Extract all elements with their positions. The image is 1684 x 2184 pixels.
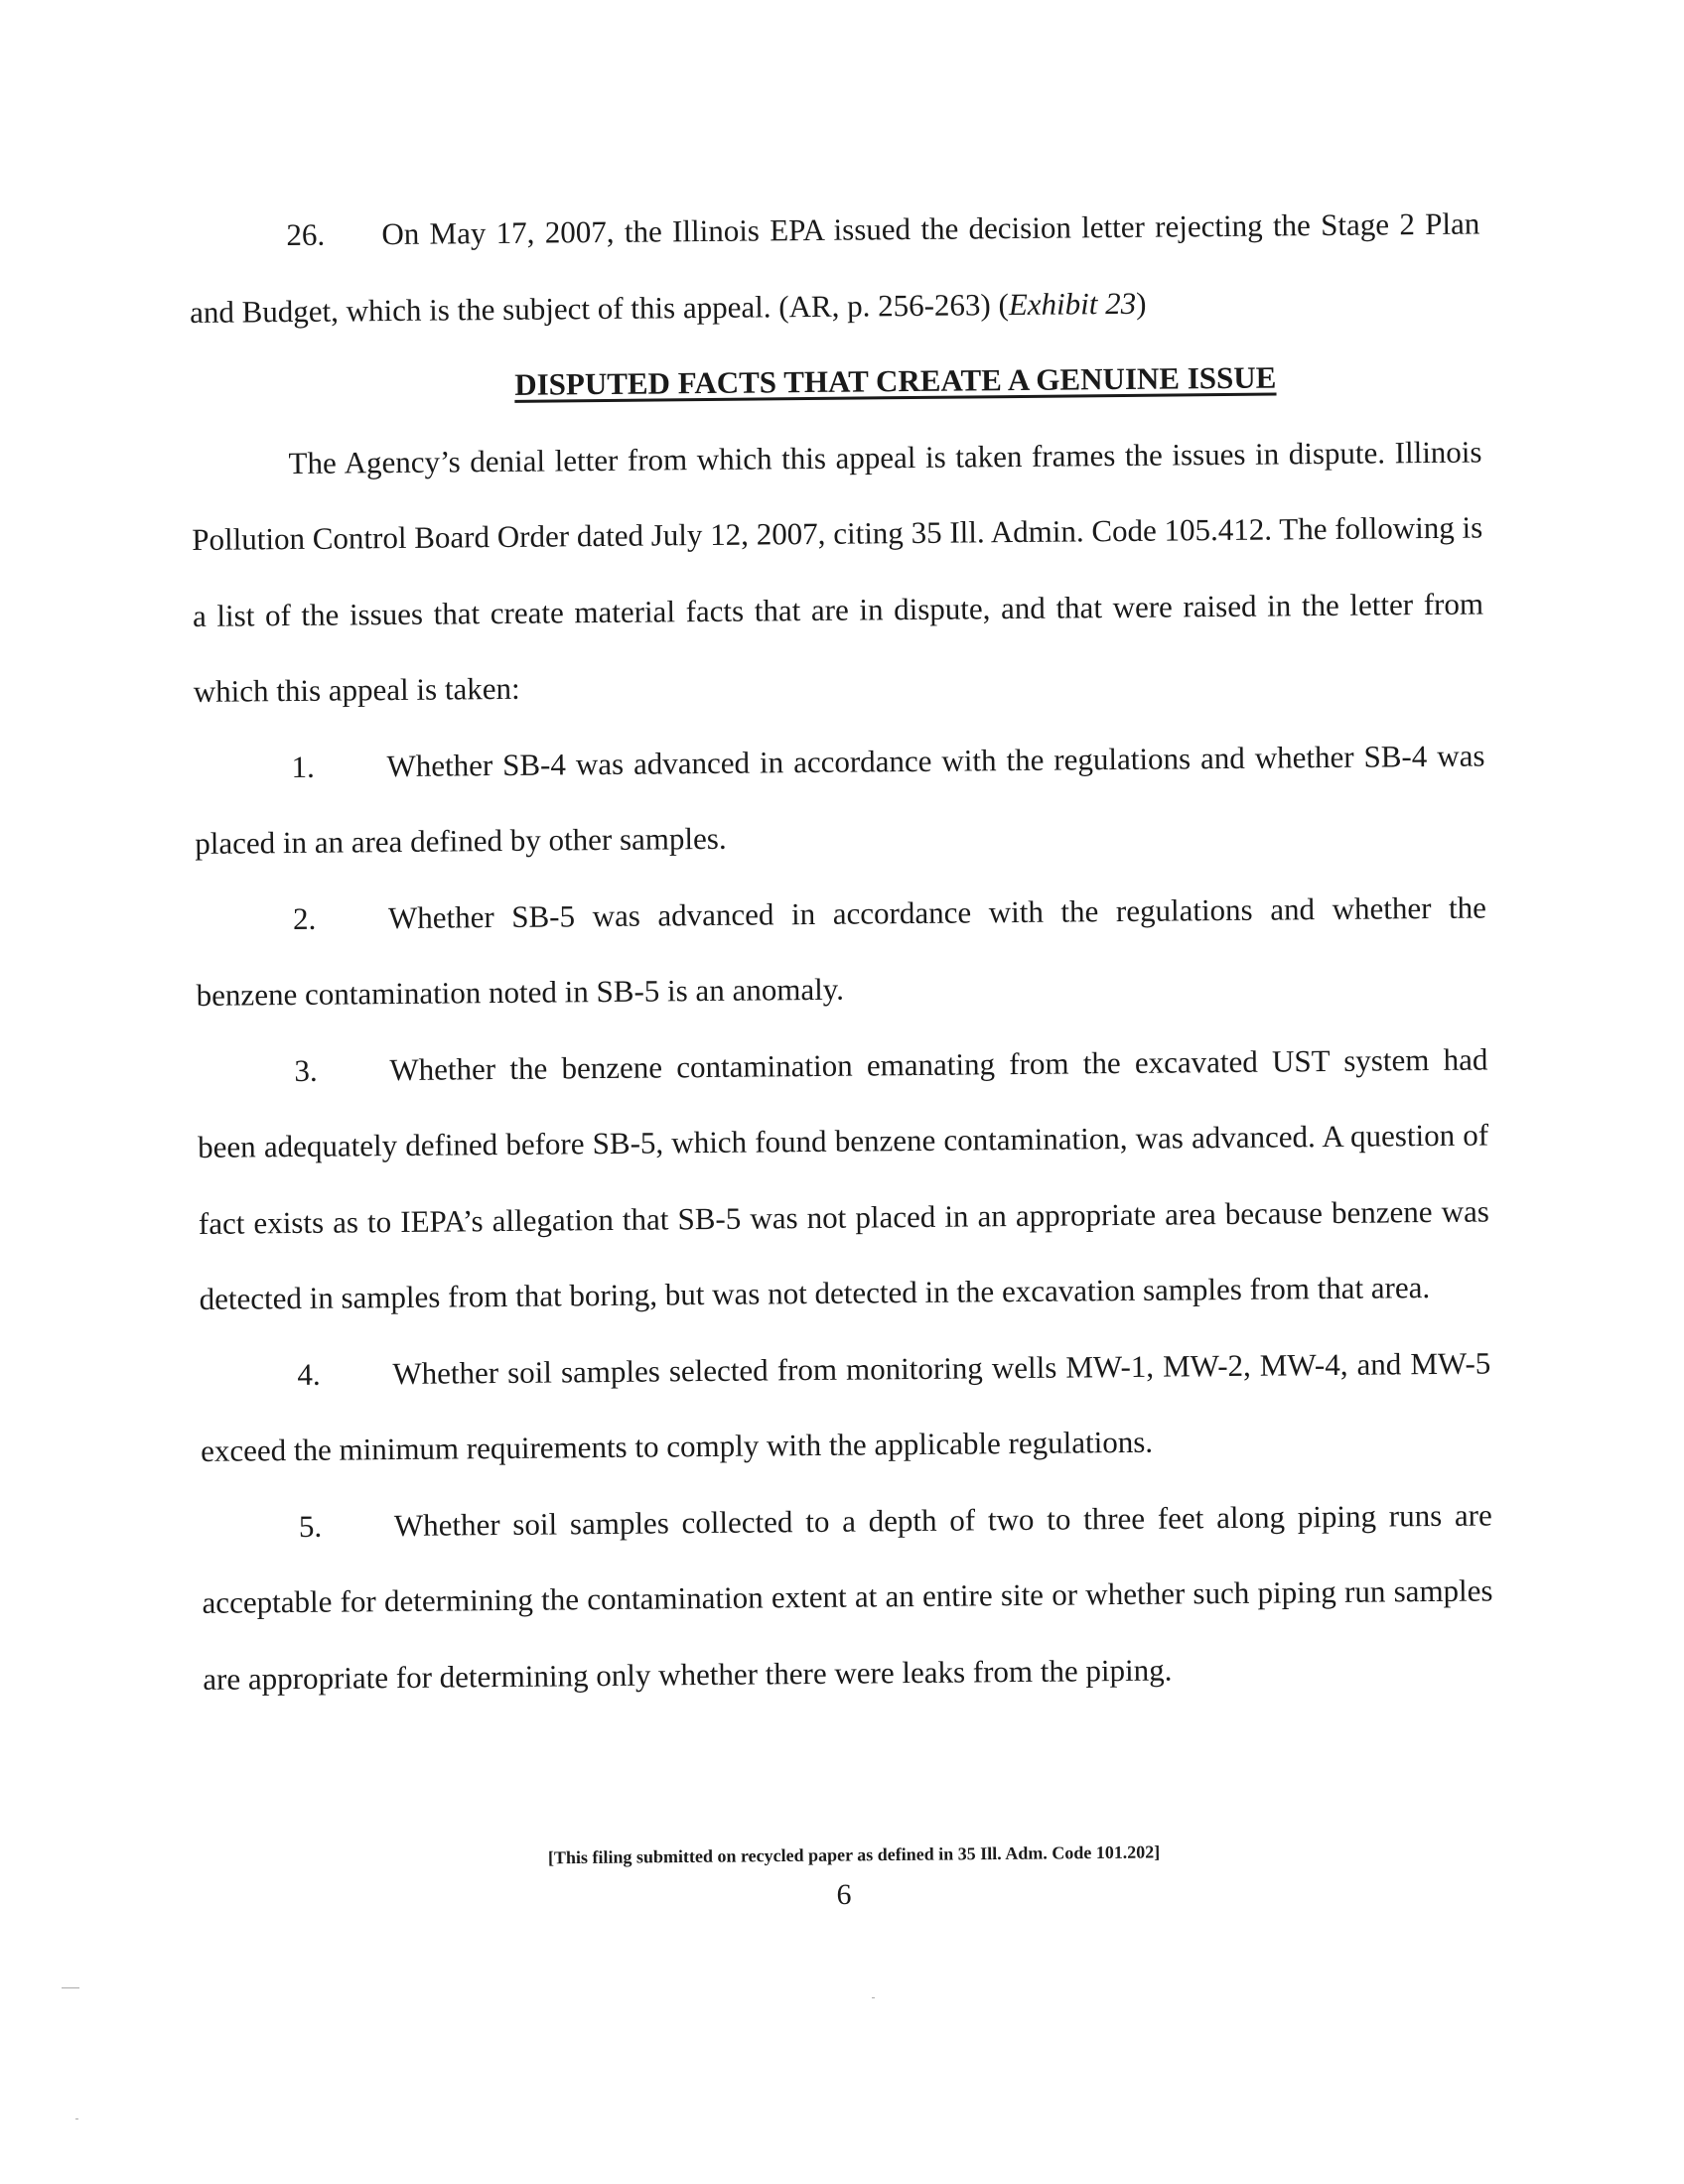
- paragraph-26: [189, 187, 1480, 350]
- issue-number: 5.: [298, 1508, 323, 1544]
- issue-number: 3.: [294, 1052, 318, 1088]
- exhibit-reference: Exhibit 23: [1008, 285, 1137, 322]
- paragraph-text: On May 17, 2007, the Illinois EPA issued the decision letter rejecting the Stage 2 Plan and Budget, which is the subject of this appeal. (AR, p. 256-263) (: [189, 205, 1480, 330]
- scan-speck: [872, 1997, 875, 1998]
- issue-text: Whether the benzene contamination emanating from the excavated UST system had been adequately defined before SB-5, which found benzene contamination, was advanced. A question of fact exists as to IEPA’s allegation that SB-5 was not placed in an appropriate area because benzene was detected in samples from that boring, but was not detected in the excavation samples from that area.: [198, 1040, 1490, 1316]
- issue-item-2: [196, 870, 1487, 1033]
- issue-item-1: [194, 718, 1485, 882]
- issue-text: Whether SB-5 was advanced in accordance with the regulations and whether the benzene contamination noted in SB-5 is an anomaly.: [196, 888, 1487, 1013]
- paragraph-text-end: ): [1135, 285, 1147, 321]
- paragraph-number: 26.: [286, 216, 326, 253]
- issue-number: 2.: [292, 900, 317, 936]
- issue-number: 1.: [291, 749, 315, 784]
- issue-item-4: [200, 1325, 1491, 1489]
- issue-text: Whether soil samples selected from monitoring wells MW-1, MW-2, MW-4, and MW-5 exceed the minimum requirements to comply with the applicable regulations.: [200, 1344, 1491, 1468]
- scan-speck: [62, 1987, 79, 1988]
- document-body: [189, 187, 1494, 1717]
- issue-number: 4.: [297, 1356, 321, 1392]
- section-heading: DISPUTED FACTS THAT CREATE A GENUINE ISSUE: [514, 359, 1277, 402]
- intro-paragraph: The Agency’s denial letter from which this appeal is taken frames the issues in dispute. Illinois Pollution Control Board Order dated July 12, 2007, citing 35 Ill. Admin. Code 105.412. The following is a list of the issues that create material facts that are in dispute, and that were raised in the letter from which this appeal is taken:: [192, 434, 1484, 709]
- issue-text: Whether soil samples collected to a depth of two to three feet along piping runs are acceptable for determining the contamination extent at an entire site or whether such piping run samples are appropriate for determining only whether there were leaks from the piping.: [202, 1496, 1493, 1697]
- issue-text: Whether SB-4 was advanced in accordance with the regulations and whether SB-4 was placed in an area defined by other samples.: [195, 737, 1485, 861]
- recycled-paper-note: [This filing submitted on recycled paper as defined in 35 Ill. Adm. Code 101.202]: [547, 1842, 1161, 1868]
- issue-item-3: [197, 1022, 1490, 1337]
- scan-speck: [75, 2118, 78, 2119]
- issue-item-5: [201, 1477, 1493, 1717]
- page-number: 6: [836, 1878, 852, 1911]
